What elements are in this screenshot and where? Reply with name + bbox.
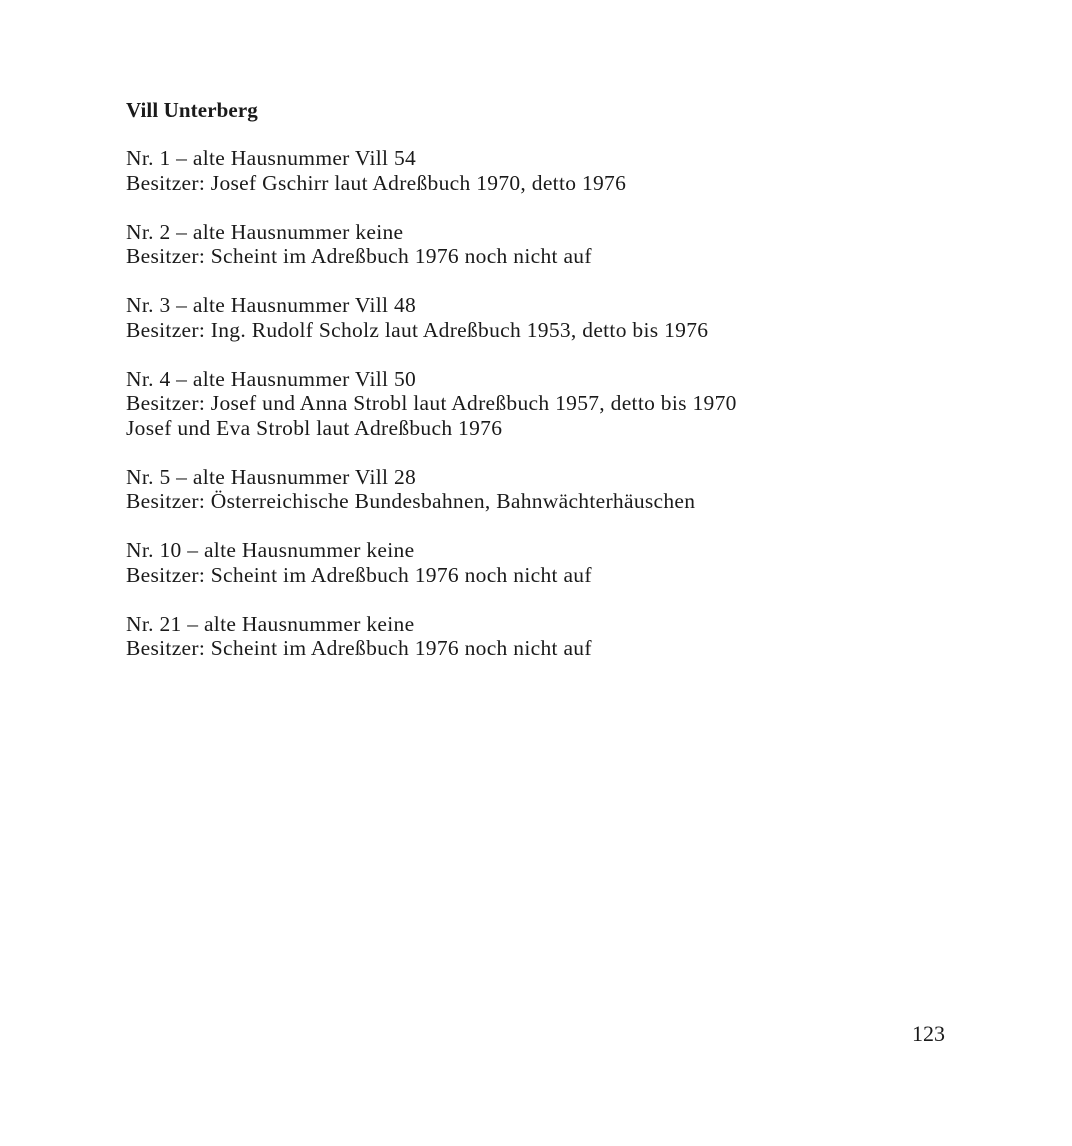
house-entry <box>126 293 1006 342</box>
house-entry <box>126 146 1006 195</box>
entry-owner-line: Besitzer: Scheint im Adreßbuch 1976 noch nicht auf <box>126 244 592 268</box>
entry-number-line: Nr. 2 – alte Hausnummer keine <box>126 219 404 244</box>
entry-number-line: Nr. 4 – alte Hausnummer Vill 50 <box>126 366 417 391</box>
entry-number-line: Nr. 21 – alte Hausnummer keine <box>126 611 415 636</box>
entry-number-line: Nr. 1 – alte Hausnummer Vill 54 <box>126 146 417 170</box>
entry-number-line: Nr. 10 – alte Hausnummer keine <box>126 538 415 562</box>
entry-owner-line: Besitzer: Österreichische Bundesbahnen, Bahnwächterhäuschen <box>126 489 696 513</box>
section-heading: Vill Unterberg <box>126 98 258 122</box>
entry-owner-line: Besitzer: Ing. Rudolf Scholz laut Adreßbuch 1953, detto bis 1976 <box>126 317 709 342</box>
entry-owner-line: Besitzer: Scheint im Adreßbuch 1976 noch nicht auf <box>126 562 592 587</box>
house-entry <box>126 612 1006 661</box>
entry-number-line: Nr. 3 – alte Hausnummer Vill 48 <box>126 293 417 317</box>
entry-number-line: Nr. 5 – alte Hausnummer Vill 28 <box>126 464 417 489</box>
entry-owner-line: Besitzer: Scheint im Adreßbuch 1976 noch nicht auf <box>126 636 592 660</box>
page-number: 123 <box>912 1021 945 1046</box>
entry-owner-line: Besitzer: Josef und Anna Strobl laut Adreßbuch 1957, detto bis 1970 <box>126 391 737 415</box>
house-entry <box>126 465 1006 514</box>
house-entry <box>126 367 1006 441</box>
entry-owner-continuation-line: Josef und Eva Strobl laut Adreßbuch 1976 <box>126 415 503 440</box>
house-entry <box>126 538 1006 587</box>
entry-owner-line: Besitzer: Josef Gschirr laut Adreßbuch 1970, detto 1976 <box>126 170 627 195</box>
house-entries-list <box>126 146 1006 685</box>
house-entry <box>126 220 1006 269</box>
